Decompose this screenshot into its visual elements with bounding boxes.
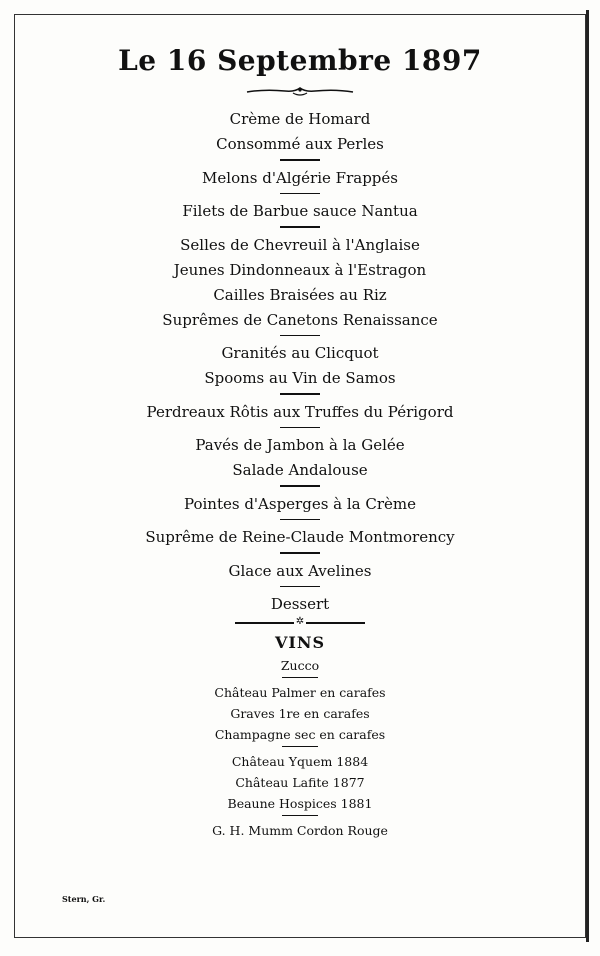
course-separator (280, 485, 320, 487)
star-ornament-icon: ✲ (295, 616, 305, 627)
course-separator (282, 746, 318, 747)
menu-item: Granités au Clicquot (221, 344, 379, 362)
menu-item: Dessert (270, 595, 330, 613)
menu-item: Pavés de Jambon à la Gelée (195, 436, 405, 454)
menu-item: Jeunes Dindonneaux à l'Estragon (173, 260, 427, 279)
printer-signature: Stern, Gr. (62, 894, 106, 904)
course-separator (282, 677, 318, 678)
course-group (14, 400, 586, 425)
course-separator (280, 552, 320, 554)
menu-item: Selles de Chevreuil à l'Anglaise (180, 235, 420, 254)
course-group (14, 107, 586, 157)
menu-item: Filets de Barbue sauce Nantua (182, 202, 418, 220)
course-group (14, 341, 586, 391)
wine-item: Château Yquem 1884 (231, 754, 369, 770)
page-edge-shadow (586, 10, 589, 942)
course-separator (280, 427, 320, 429)
section-divider (235, 616, 365, 627)
wines-list (14, 655, 586, 842)
flourish-ornament-icon (14, 83, 586, 97)
menu-title: Le 16 Septembre 1897 (118, 44, 482, 77)
course-group (14, 592, 586, 617)
course-group (14, 559, 586, 584)
course-group (14, 492, 586, 517)
menu-item: Cailles Braisées au Riz (213, 285, 387, 304)
menu-item: Pointes d'Asperges à la Crème (183, 494, 417, 513)
menu-item: Suprême de Reine-Claude Montmorency (145, 528, 455, 546)
course-group (14, 199, 586, 224)
course-separator (280, 335, 320, 337)
wine-item: G. H. Mumm Cordon Rouge (212, 823, 388, 839)
menu-item: Suprêmes de Canetons Renaissance (162, 310, 438, 329)
course-group (14, 166, 586, 191)
course-group (14, 233, 586, 333)
wine-item: Champagne sec en carafes (214, 726, 386, 742)
wine-group (14, 820, 586, 841)
course-group (14, 525, 586, 550)
course-separator (280, 586, 320, 588)
menu-content (14, 14, 586, 841)
course-separator (282, 815, 318, 816)
wine-group (14, 682, 586, 745)
menu-item: Glace aux Avelines (228, 561, 372, 580)
course-separator (280, 226, 320, 228)
wine-item: Zucco (280, 657, 320, 673)
wine-item: Graves 1re en carafes (230, 705, 370, 721)
wine-item: Château Lafite 1877 (235, 775, 365, 791)
vins-heading: VINS (274, 632, 326, 652)
courses-list (14, 107, 586, 617)
wine-item: Château Palmer en carafes (214, 684, 386, 700)
menu-item: Salade Andalouse (232, 461, 368, 479)
menu-item: Perdreaux Rôtis aux Truffes du Périgord (146, 402, 454, 421)
menu-item: Melons d'Algérie Frappés (202, 168, 398, 187)
wine-group (14, 655, 586, 676)
course-separator (280, 393, 320, 395)
wine-group (14, 751, 586, 814)
menu-item: Consommé aux Perles (216, 135, 384, 153)
course-separator (280, 519, 320, 521)
menu-item: Crème de Homard (229, 110, 371, 128)
course-group (14, 433, 586, 483)
course-separator (280, 159, 320, 161)
course-separator (280, 193, 320, 195)
wine-item: Beaune Hospices 1881 (227, 796, 373, 812)
menu-item: Spooms au Vin de Samos (204, 369, 396, 387)
